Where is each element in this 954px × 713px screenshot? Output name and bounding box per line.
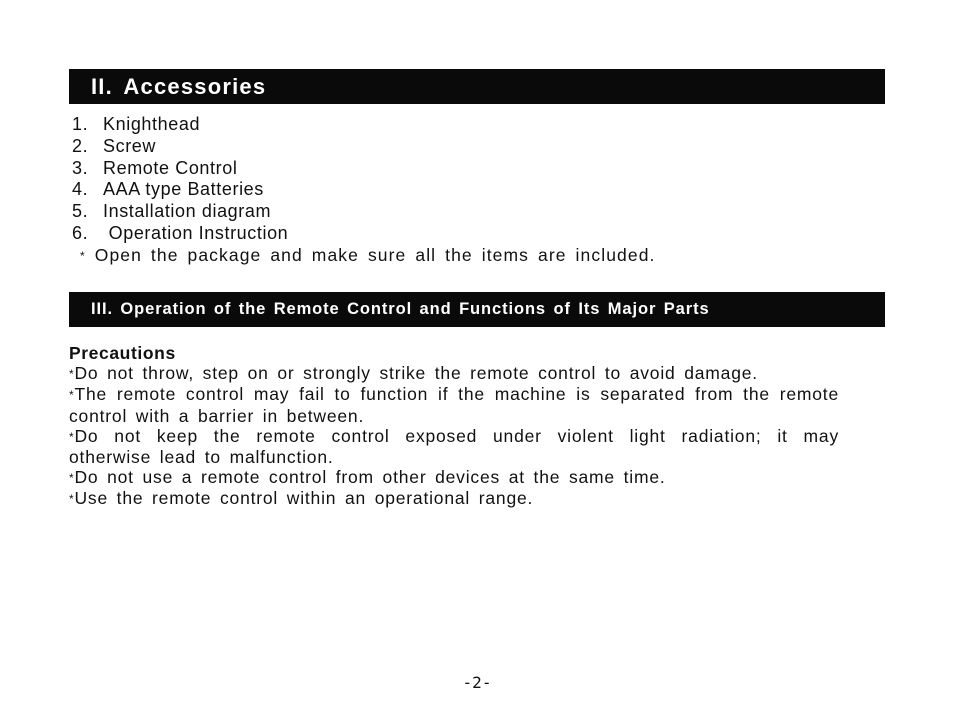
- asterisk-icon: *: [69, 367, 75, 382]
- section-heading-operation: [69, 292, 885, 327]
- list-item: [72, 136, 288, 158]
- item-number: 6.: [72, 222, 89, 243]
- list-item: [72, 179, 288, 201]
- precaution-text: The remote control may fail to function if the machine is separated from the remote control with a barrier in between.: [69, 384, 839, 426]
- item-label: Operation Instruction: [103, 222, 289, 243]
- section-heading-accessories: [69, 69, 885, 104]
- item-label: Screw: [103, 135, 157, 156]
- precaution-text: Do not use a remote control from other devices at the same time.: [74, 467, 666, 488]
- item-number: 1.: [72, 114, 89, 134]
- item-label: Knighthead: [103, 114, 201, 134]
- precaution-text: Do not keep the remote control exposed under violent light radiation; it may otherwise lead to malfunction.: [69, 425, 839, 468]
- asterisk-icon: *: [69, 471, 75, 486]
- list-item: [72, 158, 288, 180]
- precaution-item: [69, 384, 839, 425]
- asterisk-icon: *: [80, 249, 86, 263]
- package-note: [80, 245, 656, 266]
- page-number: -2-: [462, 673, 492, 692]
- item-label: Remote Control: [103, 157, 238, 178]
- item-label: Installation diagram: [103, 201, 272, 222]
- precaution-item: [69, 426, 839, 467]
- package-note-text: Open the package and make sure all the items are included.: [94, 245, 656, 265]
- precaution-text: Do not throw, step on or strongly strike the remote control to avoid damage.: [74, 363, 758, 384]
- precautions-title: Precautions: [69, 343, 176, 363]
- item-number: 4.: [72, 179, 89, 200]
- list-item: [72, 201, 288, 223]
- precaution-item: [69, 363, 839, 384]
- item-number: 5.: [72, 201, 89, 222]
- item-number: 2.: [72, 135, 89, 156]
- section-heading-text: III. Operation of the Remote Control and Functions of Its Major Parts: [91, 300, 710, 318]
- section-heading-text: II. Accessories: [91, 73, 267, 99]
- precautions-block: [69, 343, 839, 510]
- precaution-item: [69, 488, 839, 509]
- precaution-item: [69, 467, 839, 488]
- accessories-list: [72, 114, 288, 245]
- list-item: [72, 223, 288, 245]
- item-number: 3.: [72, 157, 89, 178]
- precaution-text: Use the remote control within an operational range.: [74, 488, 534, 509]
- list-item: [72, 114, 288, 136]
- item-label: AAA type Batteries: [103, 179, 264, 200]
- asterisk-icon: *: [69, 388, 75, 403]
- asterisk-icon: *: [69, 492, 75, 507]
- asterisk-icon: *: [69, 429, 75, 444]
